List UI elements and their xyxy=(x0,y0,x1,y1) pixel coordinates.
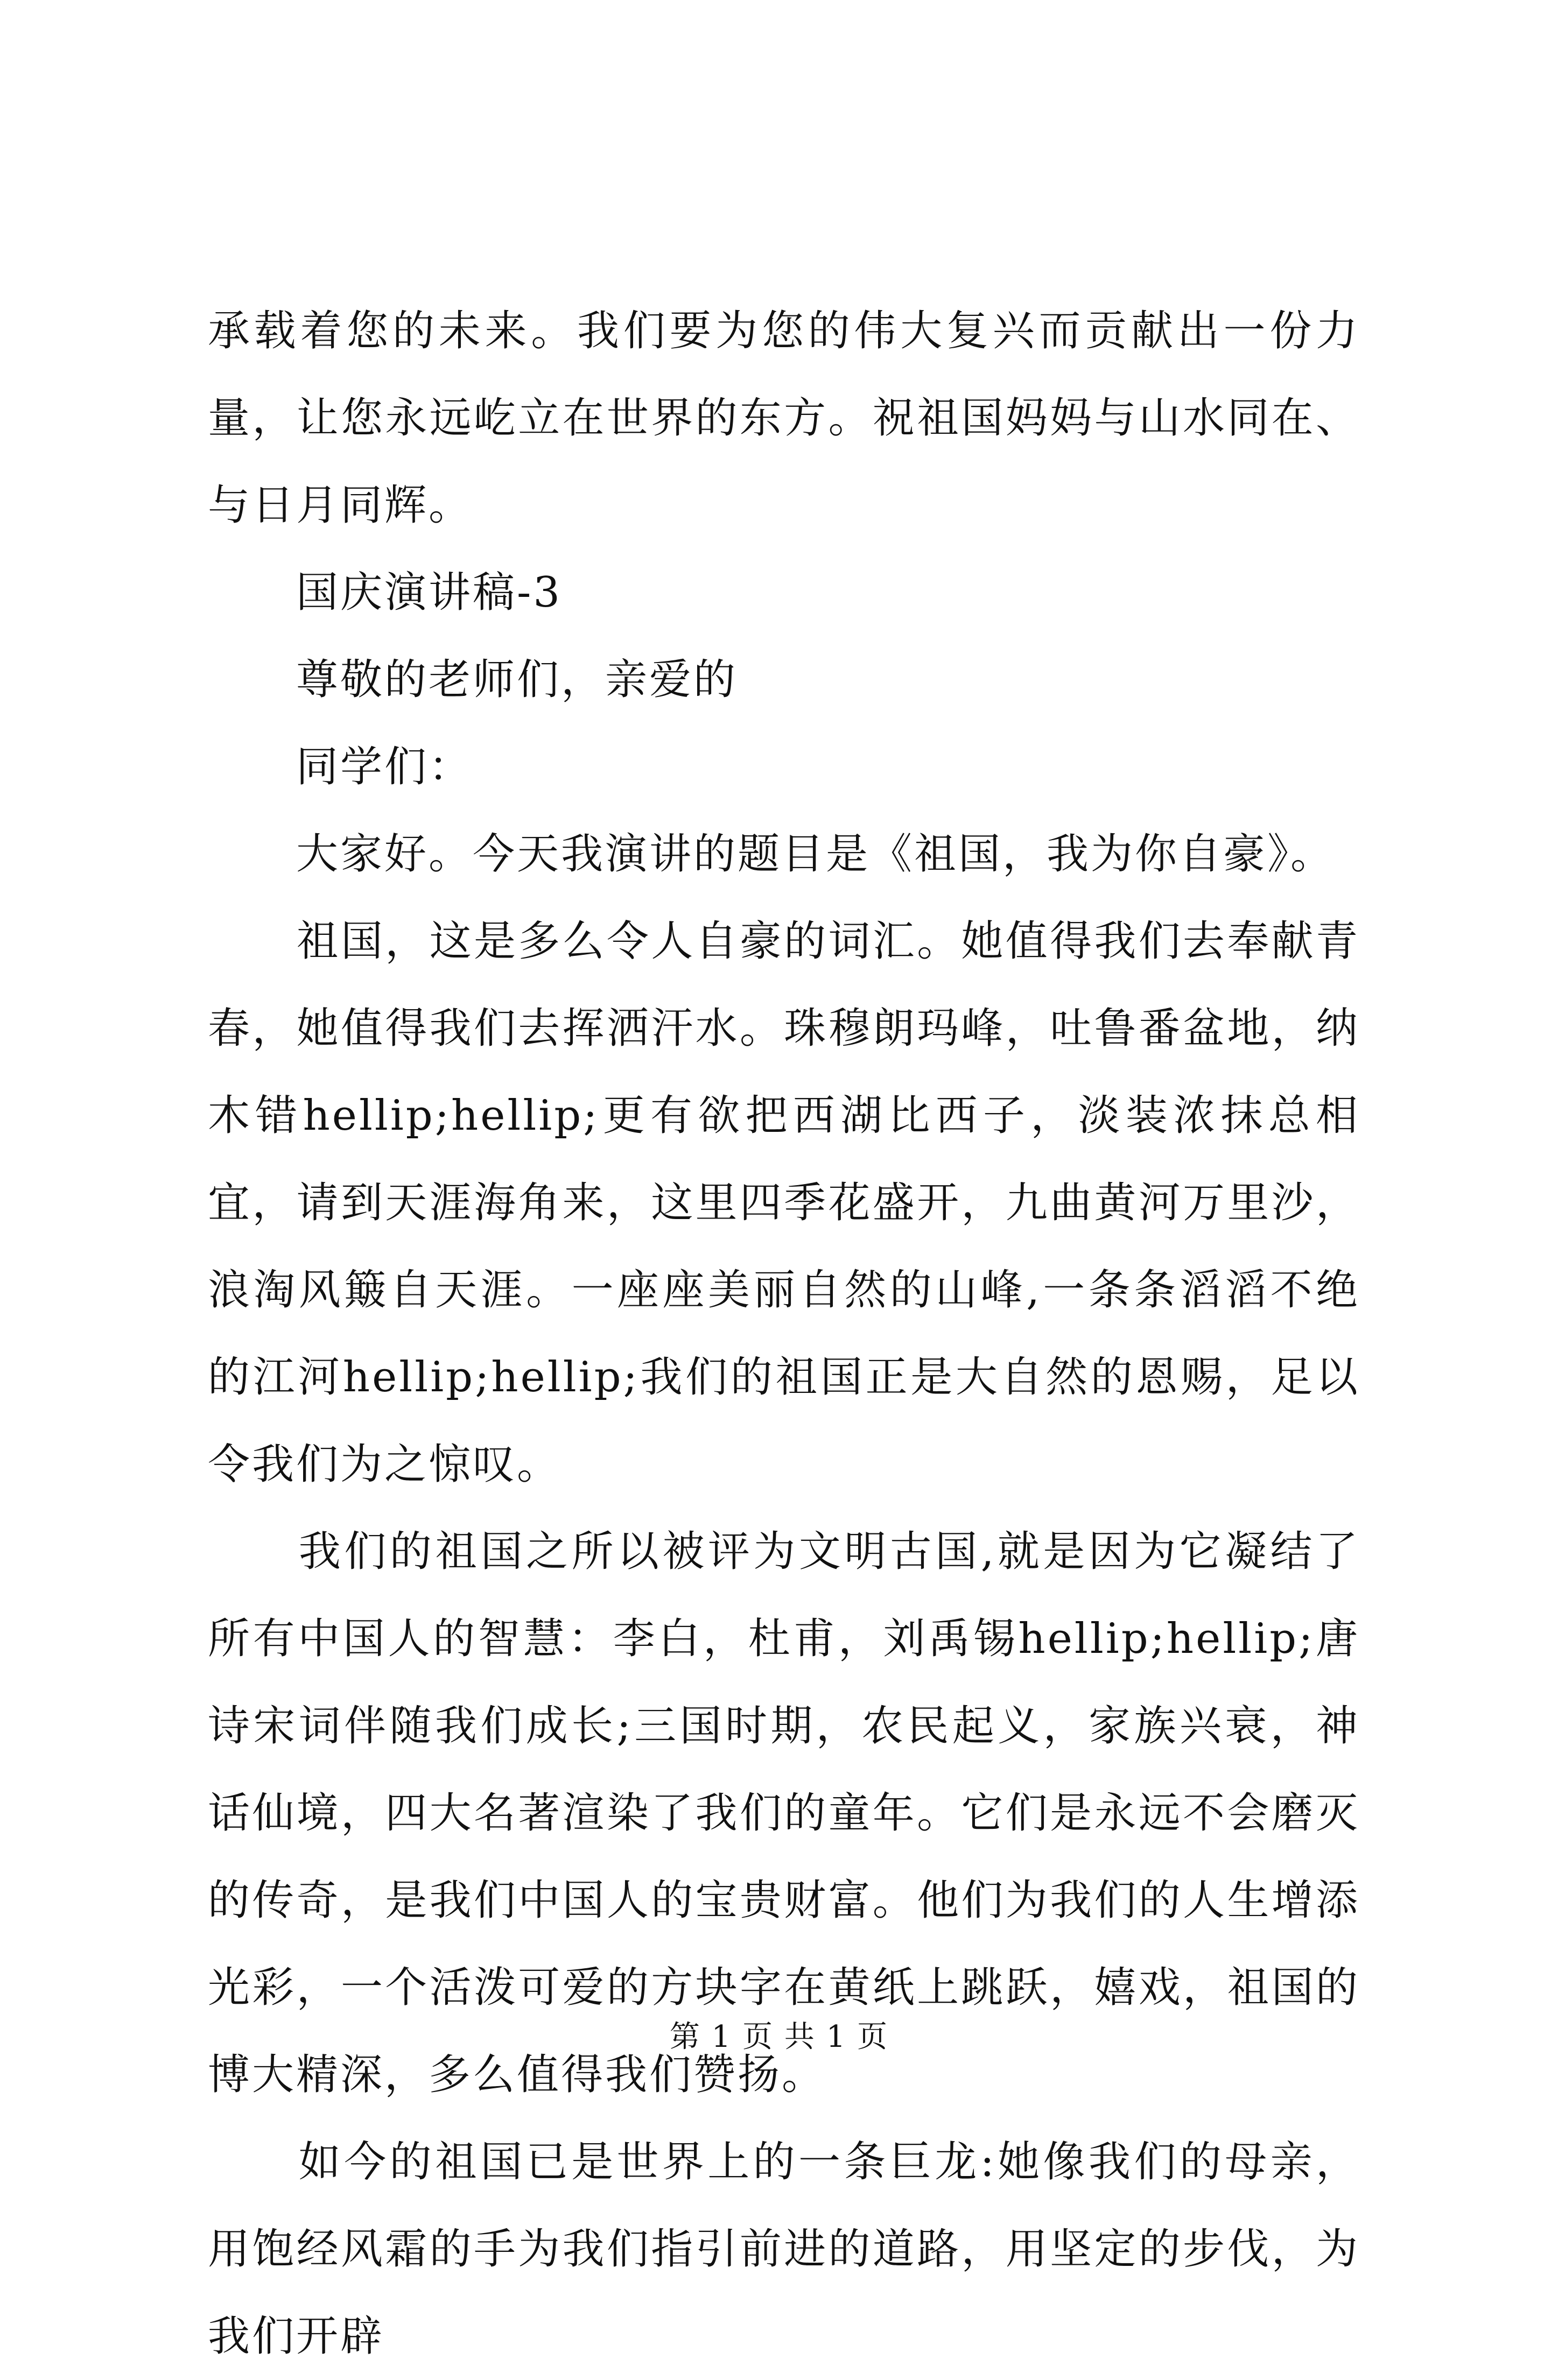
paragraph: 承载着您的未来。我们要为您的伟大复兴而贡献出一份力量，让您永远屹立在世界的东方。祝祖国妈妈与山水同在、与日月同辉。 xyxy=(208,307,1360,530)
document-body xyxy=(208,287,1360,2380)
salutation: 尊敬的老师们，亲爱的 xyxy=(208,656,738,704)
paragraph: 我们的祖国之所以被评为文明古国,就是因为它凝结了所有中国人的智慧：李白，杜甫，刘禹锡hellip;hellip;唐诗宋词伴随我们成长;三国时期，农民起义，家族兴衰，神话仙境，四大名著渲染了我们的童年。它们是永远不会磨灭的传奇，是我们中国人的宝贵财富。他们为我们的人生增添光彩，一个活泼可爱的方块字在黄纸上跳跃，嬉戏，祖国的博大精深，多么值得我们赞扬。 xyxy=(208,1527,1360,2099)
paragraph: 祖国，这是多么令人自豪的词汇。她值得我们去奉献青春，她值得我们去挥洒汗水。珠穆朗玛峰，吐鲁番盆地，纳木错hellip;hellip;更有欲把西湖比西子，淡装浓抹总相宜，请到天涯海角来，这里四季花盛开，九曲黄河万里沙，浪淘风簸自天涯。一座座美丽自然的山峰,一条条滔滔不绝的江河hellip;hellip;我们的祖国正是大自然的恩赐，足以令我们为之惊叹。 xyxy=(208,917,1360,1489)
section-heading: 国庆演讲稿-3 xyxy=(208,568,562,617)
paragraph: 如今的祖国已是世界上的一条巨龙:她像我们的母亲，用饱经风霜的手为我们指引前进的道路，用坚定的步伐，为我们开辟 xyxy=(208,2138,1360,2361)
paragraph: 大家好。今天我演讲的题目是《祖国，我为你自豪》。 xyxy=(208,830,1335,878)
salutation-continued: 同学们： xyxy=(208,743,473,791)
page-footer: 第 1 页 共 1 页 xyxy=(669,2019,889,2054)
